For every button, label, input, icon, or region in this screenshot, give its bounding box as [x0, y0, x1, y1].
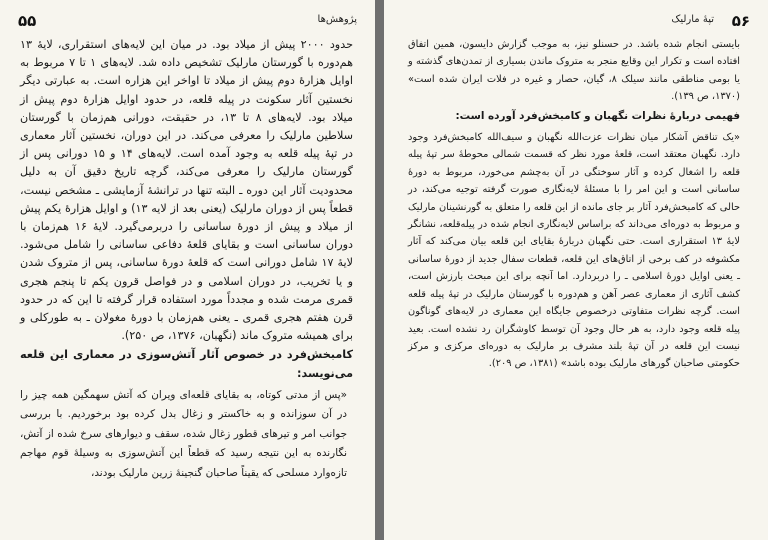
- right-page: [384, 0, 768, 540]
- left-page-header: [18, 12, 357, 30]
- left-running-title: پژوهش‌ها: [317, 14, 357, 25]
- right-running-title: تپهٔ مارلیک: [671, 14, 714, 25]
- left-quote-intro: کامبخش‌فرد در خصوص آثار آتش‌سوزی در معماری این قلعه می‌نویسد:: [20, 348, 353, 380]
- left-paragraph-1: حدود ۲۰۰۰ پیش از میلاد بود. در میان این لایه‌های استقراری، لایهٔ ۱۳ هم‌دوره با گورستان مارلیک تشخیص داده شد. لایه‌های ۱ تا ۷ مربوط به اوایل هزارهٔ دوم پیش از میلاد تا اواخر این هزاره است. به عبارتی دیگر نخستین آثار سکونت در پیله قلعه، در حدود اوایل هزارهٔ دوم پیش از میلاد بود. لایه‌های ۸ تا ۱۳، در حقیقت، دورانی هم‌زمان با گورستان سلاطین مارلیک را معرفی می‌کند. در این دوران، نخستین آثار معماری در تپهٔ پیله قلعه به وجود آمده است. لایه‌های ۱۴ و ۱۵ دورانی پس از گورستان مارلیک را معرفی می‌کند، گرچه تاریخ دقیق آن به دلیل محدودیت آثار این دوره ـ البته تنها در ترانشهٔ آزمایشی ـ مشخص نیست، قطعاً پس از دوران مارلیک (یعنی بعد از لایه ۱۳) و اوایل هزارهٔ یکم پیش از میلاد و پیش از دورهٔ ساسانی را دربرمی‌گیرد. لایهٔ ۱۶ هم‌زمان با دوران ساسانی است و بقایای قلعهٔ دفاعی ساسانی را شامل می‌شود. لایهٔ ۱۷ شامل دورانی است که قلعهٔ دورهٔ ساسانی، پس از متروک شدن و یا تخریب، در دوران اسلامی و در فواصل قرون یکم تا پنجم هجری قمری مرمت شده و مجدداً مورد استفاده قرار گرفته تا این که در حدود قرن هفتم هجری قمری ـ یعنی هم‌زمان با دورهٔ مغولان ـ به طورکلی و برای همیشه متروک ماند (نگهبان، ۱۳۷۶، ص ۲۵۰).: [20, 38, 353, 343]
- right-paragraph-1: بایستی انجام شده باشد. در حسنلو نیز، به موجب گزارش دایسون، همین اتفاق افتاده است و تکرار این وقایع منجر به متروک ماندن بسیاری از تمدن‌های گذشته و یا بومی مناطقی مانند سیلک ۸، گیان، حصار و غیره در فلات ایران شده است» (۱۳۷۰، ص ۱۳۹).: [408, 39, 740, 103]
- right-block-quote: «یک تناقض آشکار میان نظرات عزت‌الله نگهبان و سیف‌الله کامبخش‌فرد وجود دارد. نگهبان معتقد است، قلعهٔ مورد نظر که قسمت شمالی محوطهٔ سر تپهٔ پیله قلعه را اشغال کرده و آثار سوختگی در آن به‌چشم می‌خورد، مربوط به دورهٔ ساسانی است و این امر را با مسئلهٔ لایه‌نگاری صورت گرفته توجیه می‌کند، در حالی که کامبخش‌فرد آثار بر جای مانده از این قلعه را متعلق به گورنشینان مارلیک و مربوط به دوره‌ای می‌داند که براساس لایه‌نگاری انجام شده در پیله‌قلعه، نشانگر لایهٔ ۱۳ استقراری است. حتی نگهبان دربارهٔ بقایای این قلعه بیان می‌کند که آثار مکشوفه در کف برخی از اتاق‌های این قلعه، قطعات سفال جدید از دورهٔ ساسانی ـ یعنی اوایل دورهٔ اسلامی ـ را دربردارد. اما آنچه برای این مبحث بارزش است، کشف آثاری از معماری عصر آهن و هم‌دوره با گورستان مارلیک در تپهٔ پیله قلعه است. گرچه نظرات متفاوتی درخصوص جایگاه این معماری در لایه‌های گوناگون پیله قلعه وجود دارد، به هر حال وجود آن توسط کاوشگران رد نشده است. بعید نیست این قلعه در آن تپهٔ بلند مشرف بر مارلیک به دوره‌ای مرکزی و مرکز حکومتی صاحبان گورهای مارلیک بوده باشد» (۱۳۸۱، ص ۲۰۹).: [408, 132, 740, 370]
- book-gutter: [375, 0, 384, 540]
- right-page-number: ۵۶: [731, 12, 750, 30]
- left-block-quote: «پس از مدتی کوتاه، به بقایای قلعه‌ای ویران که آتش سهمگین همه چیز را در آن سوزانده و به خاکستر و زغال بدل کرده بود برخوردیم. با بررسی جوانب امر و تیرهای قطور زغال شده، سقف و دیوارهای سرخ شده از آتش، نگارنده به این نتیجه رسید که قطعاً این آتش‌سوزی به وسیلهٔ قوم مهاجم تازه‌وارد مسلحی که یقیناً صاحبان گنجینهٔ زرین مارلیک بودند،: [20, 388, 347, 479]
- left-page: [0, 0, 375, 540]
- left-page-number: ۵۵: [18, 12, 37, 30]
- right-quote-intro: فهیمی دربارهٔ نظرات نگهبان و کامبخش‌فرد آورده است:: [455, 109, 740, 122]
- right-page-body: [408, 36, 740, 373]
- left-page-body: [20, 36, 353, 483]
- right-page-header: [402, 12, 750, 30]
